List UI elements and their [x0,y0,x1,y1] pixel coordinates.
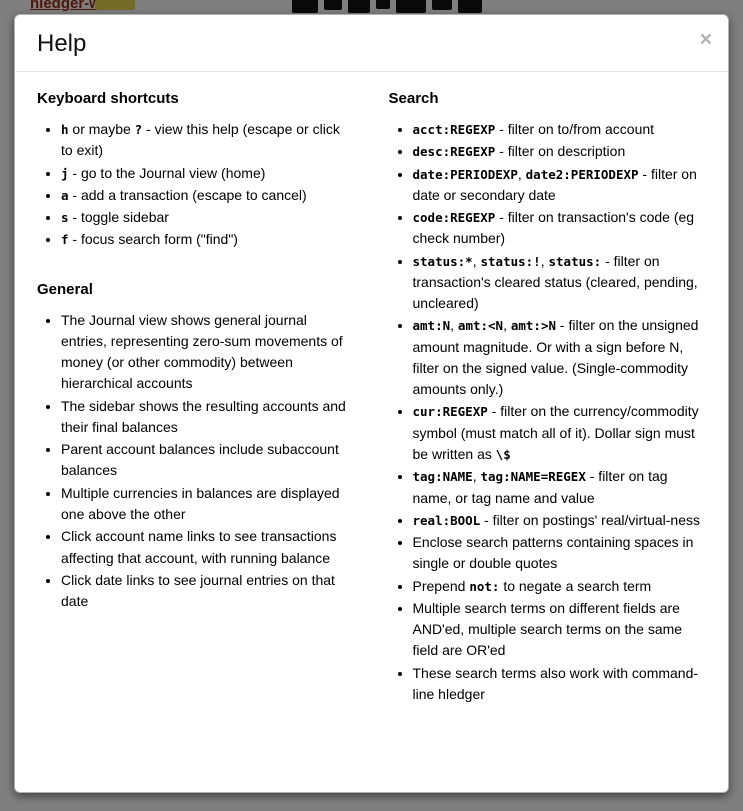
help-modal [14,14,729,793]
code-term: s [61,210,69,226]
list-item: • h or maybe ? - view this help (escape or click to exit) [61,119,355,162]
section-heading-keyboard-shortcuts: Keyboard shortcuts [37,90,179,107]
list-item: • Click account name links to see transactions affecting that account, with running balance [61,526,355,569]
code-term: date:PERIODEXP [412,166,518,182]
code-term: amt:>N [510,318,557,334]
list-item: • j - go to the Journal view (home) [61,163,355,184]
code-term: amt:N [412,318,451,334]
section-heading-search: Search [388,90,439,107]
list-item: • code:REGEXP - filter on transaction's code (eg check number) [413,207,707,250]
code-term: acct:REGEXP [412,122,496,137]
modal-header [15,15,728,72]
list-item: • a - add a transaction (escape to cancel) [61,185,355,206]
code-term: code:REGEXP [412,210,496,226]
left-column [37,88,355,735]
code-term: ? [134,122,143,137]
code-term: desc:REGEXP [412,144,496,160]
list-item: • The Journal view shows general journal entries, representing zero-sum movements of money (or other commodity) between hierarchical accounts [61,310,355,395]
list-item: • real:BOOL - filter on postings' real/virtual-ness [413,510,707,531]
list-item: • status:*, status:!, status: - filter on transaction's cleared status (cleared, pending, uncleared) [413,251,707,315]
list-item: • Multiple search terms on different fields are AND'ed, multiple search terms on the same field are OR'ed [413,598,707,662]
code-term: tag:NAME=REGEX [480,469,586,485]
code-term: \$ [495,446,511,462]
code-term: status:* [412,253,473,269]
list-item: • Parent account balances include subaccount balances [61,439,355,482]
right-column [389,88,707,735]
section-heading-general: General [37,280,93,298]
list-item: • f - focus search form ("find") [61,229,355,250]
list-item: • Click date links to see journal entries on that date [61,570,355,613]
list-item: • Enclose search patterns containing spaces in single or double quotes [413,532,707,575]
list-item: • cur:REGEXP - filter on the currency/commodity symbol (must match all of it). Dollar sign must be written as \$ [413,401,707,465]
list-item: • acct:REGEXP - filter on to/from account [413,119,707,140]
code-term: status: [548,253,602,269]
code-term: status:! [480,253,541,269]
modal-title: Help [37,30,87,57]
close-icon[interactable]: × [699,28,712,51]
list-item: • amt:N, amt:<N, amt:>N - filter on the unsigned amount magnitude. Or with a sign before N, filter on the signed value. (Single-commodity amounts only.) [413,315,707,400]
list-item: • date:PERIODEXP, date2:PERIODEXP - filter on date or secondary date [413,164,707,207]
code-term: date2:PERIODEXP [525,166,639,182]
search-list [389,119,707,705]
code-term: f [61,232,69,248]
code-term: cur:REGEXP [412,404,488,420]
code-term: h [61,122,69,137]
list-item: • Prepend not: to negate a search term [413,576,707,597]
code-term: amt:<N [457,318,504,334]
list-item: • The sidebar shows the resulting accounts and their final balances [61,396,355,439]
list-item: • Multiple currencies in balances are displayed one above the other [61,483,355,526]
list-item: • s - toggle sidebar [61,207,355,228]
modal-body [15,72,728,745]
keyboard-shortcuts-list [37,119,355,251]
code-term: tag:NAME [412,469,473,485]
code-term: real:BOOL [412,512,481,528]
code-term: not: [469,578,500,594]
list-item: • tag:NAME, tag:NAME=REGEX - filter on tag name, or tag name and value [413,466,707,509]
list-item: • desc:REGEXP - filter on description [413,141,707,162]
code-term: j [61,165,69,181]
code-term: a [61,187,69,203]
general-list [37,310,355,613]
list-item: • These search terms also work with command-line hledger [413,663,707,706]
